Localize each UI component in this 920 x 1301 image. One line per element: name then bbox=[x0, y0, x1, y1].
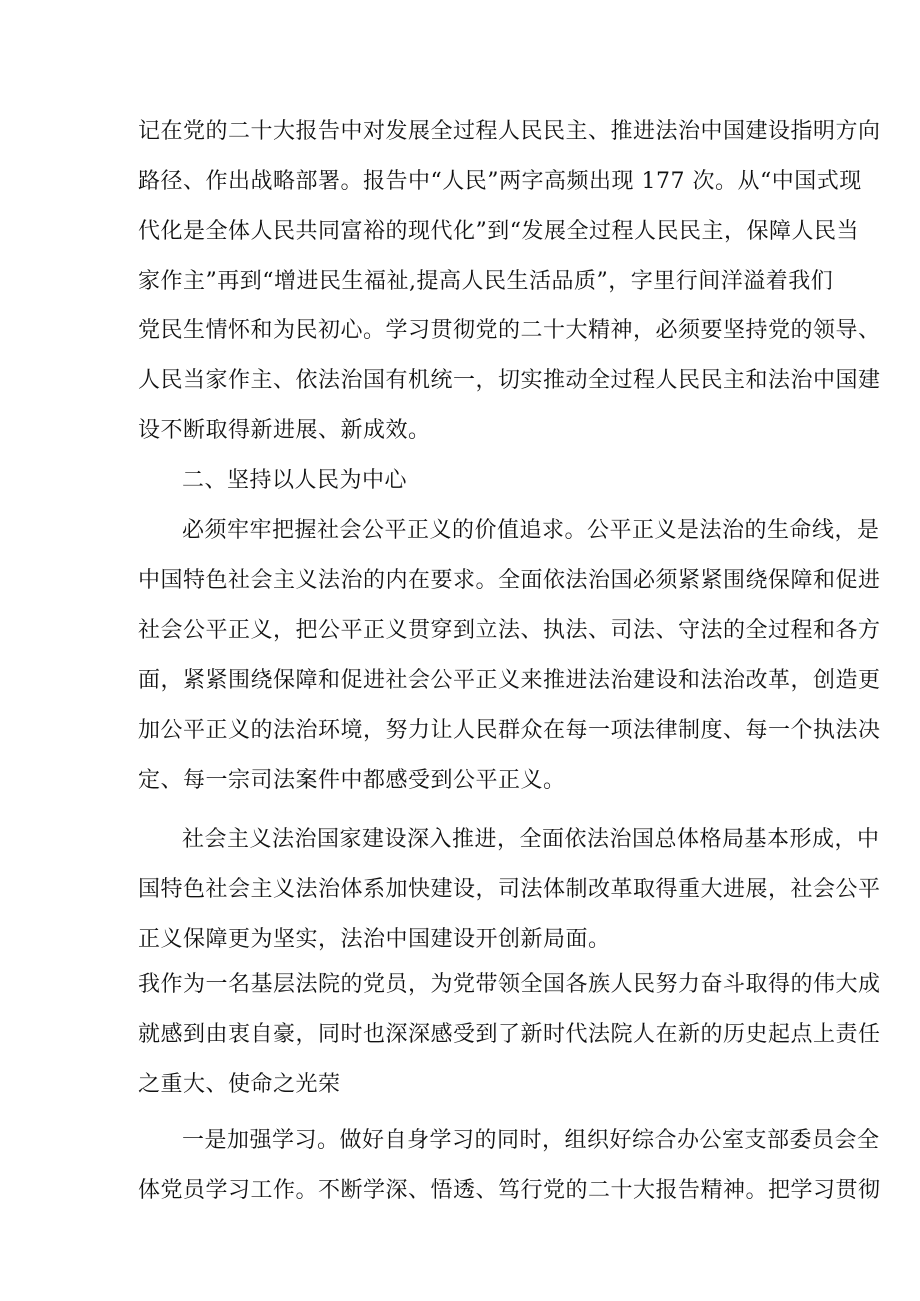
section-heading: 二、坚持以人民为中心 bbox=[182, 468, 408, 493]
text-line: 我作为一名基层法院的党员，为党带领全国各族人民努力奋斗取得的伟大成 bbox=[138, 972, 881, 997]
text-line: 社会主义法治国家建设深入推进，全面依法治国总体格局基本形成，中 bbox=[182, 827, 880, 852]
text-line: 就感到由衷自豪，同时也深深感受到了新时代法院人在新的历史起点上责任 bbox=[138, 1022, 881, 1047]
text-line: 设不断取得新进展、新成效。 bbox=[138, 418, 431, 443]
text-line: 社会公平正义，把公平正义贯穿到立法、执法、司法、守法的全过程和各方 bbox=[138, 618, 881, 643]
text-line: 中国特色社会主义法治的内在要求。全面依法治国必须紧紧围绕保障和促进 bbox=[138, 568, 881, 593]
text-line: 国特色社会主义法治体系加快建设，司法体制改革取得重大进展，社会公平 bbox=[138, 877, 881, 902]
text-line: 定、每一宗司法案件中都感受到公平正义。 bbox=[138, 768, 566, 793]
text-line: 人民当家作主、依法治国有机统一，切实推动全过程人民民主和法治中国建 bbox=[138, 368, 881, 393]
text-line: 记在党的二十大报告中对发展全过程人民民主、推进法治中国建设指明方向 bbox=[138, 119, 881, 144]
text-line: 一是加强学习。做好自身学习的同时，组织好综合办公室支部委员会全 bbox=[182, 1128, 880, 1153]
text-line: 正义保障更为坚实，法治中国建设开创新局面。 bbox=[138, 927, 611, 952]
text-line: 代化是全体人民共同富裕的现代化”到“发展全过程人民民主，保障人民当 bbox=[138, 219, 859, 244]
text-line: 必须牢牢把握社会公平正义的价值追求。公平正义是法治的生命线，是 bbox=[182, 518, 880, 543]
text-line: 加公平正义的法治环境，努力让人民群众在每一项法律制度、每一个执法决 bbox=[138, 718, 881, 743]
text-line: 家作主”再到“增进民生福祉,提高人民生活品质”，字里行间洋溢着我们 bbox=[138, 269, 834, 294]
text-line: 面，紧紧围绕保障和促进社会公平正义来推进法治建设和法治改革，创造更 bbox=[138, 668, 881, 693]
text-line: 党民生情怀和为民初心。学习贯彻党的二十大精神，必须要坚持党的领导、 bbox=[138, 318, 881, 343]
text-line: 路径、作出战略部署。报告中“人民”两字高频出现 177 次。从“中国式现 bbox=[138, 169, 862, 194]
text-line: 之重大、使命之光荣 bbox=[138, 1072, 341, 1097]
text-line: 体党员学习工作。不断学深、悟透、笃行党的二十大报告精神。把学习贯彻 bbox=[138, 1178, 881, 1203]
